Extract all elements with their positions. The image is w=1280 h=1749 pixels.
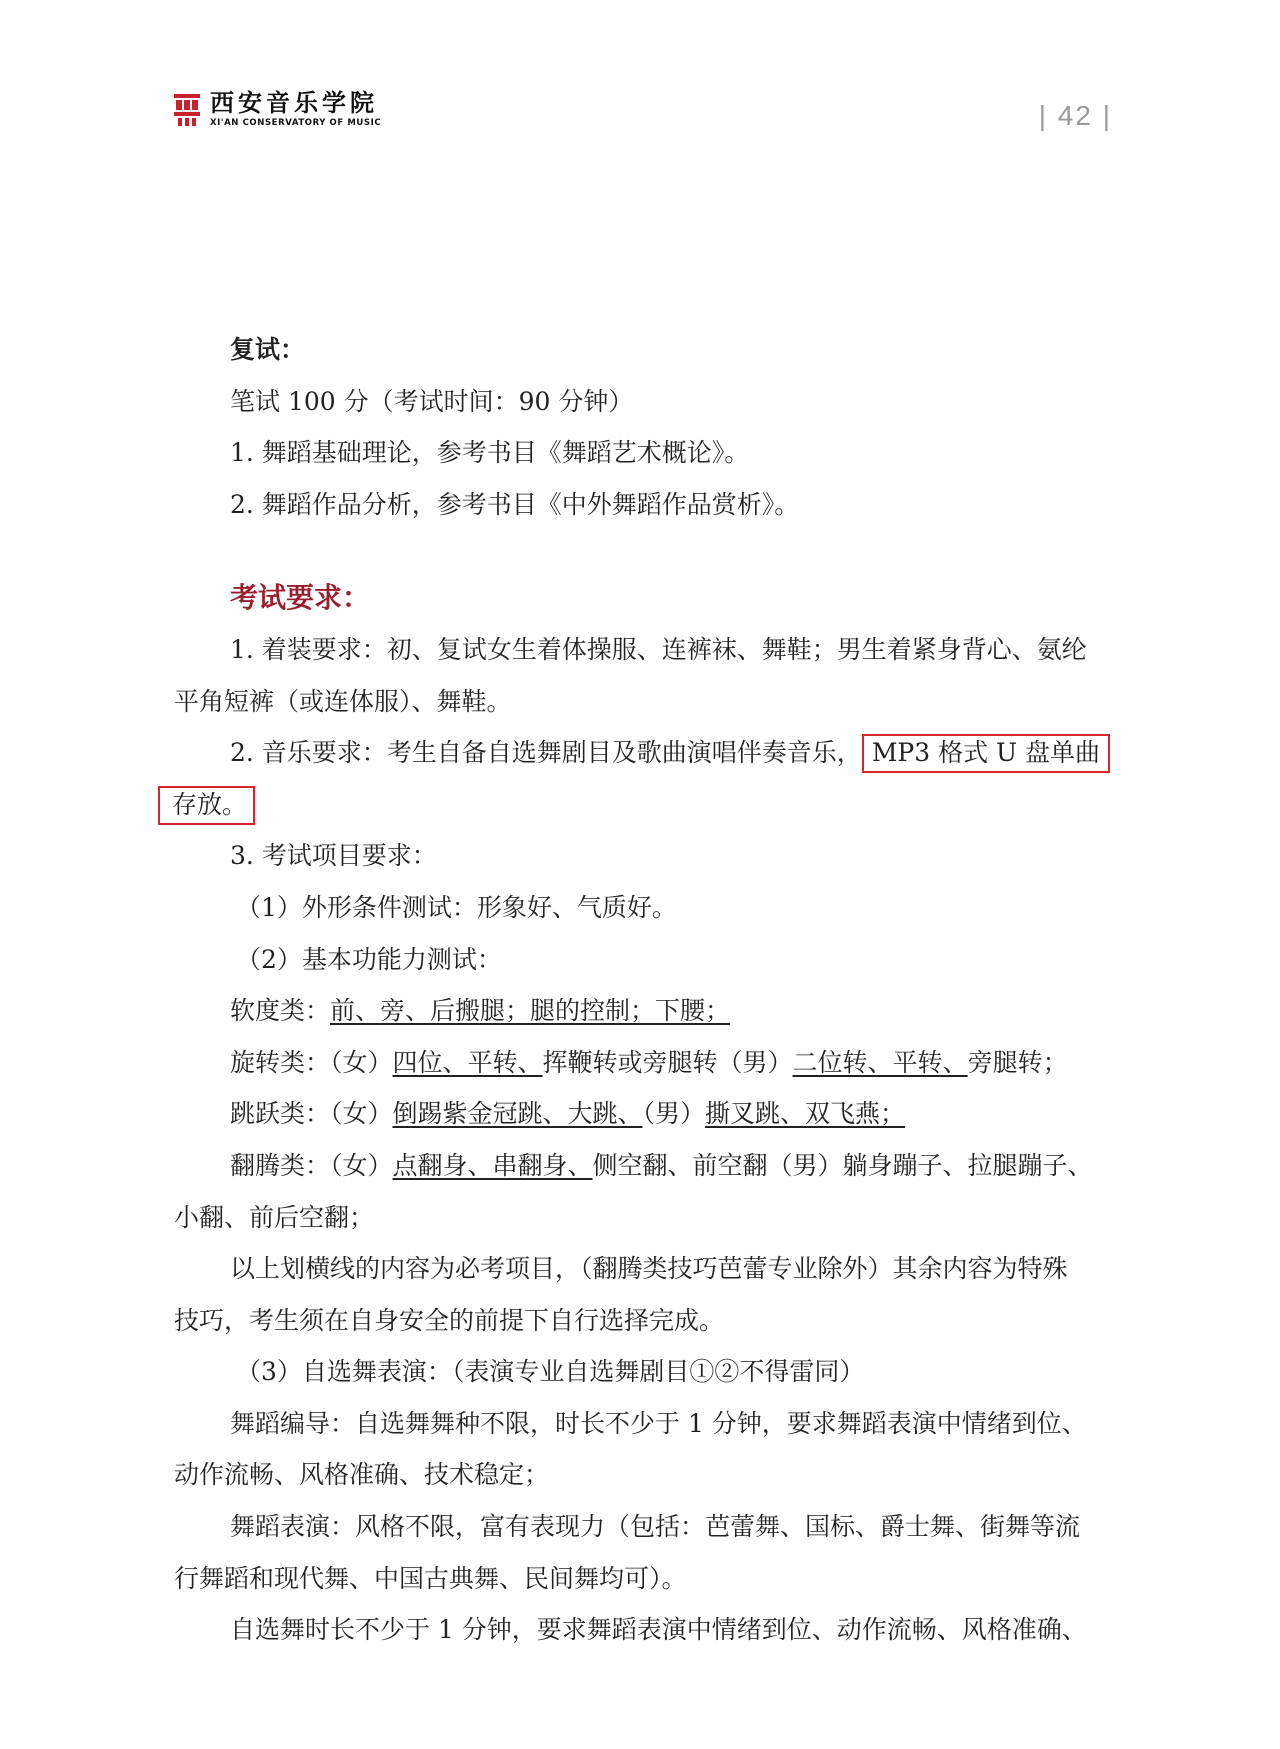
jump-required-female: 倒踢紫金冠跳、大跳、 [392, 1099, 643, 1129]
conservatory-logo-icon [172, 92, 202, 126]
spin-line [174, 1037, 1120, 1089]
flexibility-required: 前、旁、后搬腿；腿的控制；下腰； [330, 996, 731, 1026]
performance-line-2: 行舞蹈和现代舞、中国古典舞、民间舞均可）。 [174, 1563, 687, 1593]
tumbling-line-2: 小翻、前后空翻； [174, 1202, 375, 1232]
retest-item-1: 1. 舞蹈基础理论，参考书目《舞蹈艺术概论》。 [230, 438, 750, 468]
tumbling-line-1 [174, 1140, 1120, 1192]
self-selected-dance-heading: （3）自选舞表演：（表演专业自选舞剧目①②不得雷同） [236, 1357, 865, 1387]
requirements-heading: 考试要求： [230, 581, 371, 615]
basic-skills-test: （2）基本功能力测试： [236, 944, 502, 974]
jump-label: 跳跃类：（女） [230, 1099, 393, 1129]
duration-line: 自选舞时长不少于 1 分钟，要求舞蹈表演中情绪到位、动作流畅、风格准确、 [230, 1615, 1087, 1645]
choreography-line-2: 动作流畅、风格准确、技术稳定； [174, 1460, 550, 1490]
page-number: | 42 | [1038, 100, 1112, 131]
jump-line [174, 1088, 1120, 1140]
jump-required-male: 撕叉跳、双飞燕； [705, 1099, 906, 1129]
highlighted-format-text: MP3 格式 U 盘单曲 [862, 734, 1110, 773]
music-requirement-text: 2. 音乐要求：考生自备自选舞剧目及歌曲演唱伴奏音乐， [230, 738, 862, 768]
spin-end: 旁腿转； [967, 1047, 1068, 1077]
logo-chinese-name: 西安音乐学院 [210, 88, 378, 117]
note-line-2: 技巧，考生须在自身安全的前提下自行选择完成。 [174, 1305, 725, 1335]
logo-english-name: XI'AN CONSERVATORY OF MUSIC [210, 118, 382, 128]
spin-required-male: 二位转、平转、 [792, 1047, 968, 1077]
tumbling-label: 翻腾类：（女） [230, 1150, 393, 1180]
music-requirement-line-2 [174, 779, 1120, 831]
flexibility-line [174, 985, 1120, 1037]
appearance-test: （1）外形条件测试：形象好、气质好。 [236, 892, 677, 922]
exam-items-heading: 3. 考试项目要求： [230, 841, 437, 871]
tumbling-required: 点翻身、串翻身、 [392, 1150, 593, 1180]
tumbling-optional: 侧空翻、前空翻（男）躺身蹦子、拉腿蹦子、 [592, 1150, 1093, 1180]
retest-item-2: 2. 舞蹈作品分析，参考书目《中外舞蹈作品赏析》。 [230, 489, 800, 519]
highlighted-storage-text: 存放。 [158, 786, 255, 825]
music-requirement-line-1 [174, 727, 1120, 779]
section-spacer [174, 530, 1120, 572]
written-exam-line: 笔试 100 分（考试时间：90 分钟） [230, 386, 634, 416]
spin-optional: 挥鞭转或旁腿转（男） [542, 1047, 793, 1077]
spin-label: 旋转类：（女） [230, 1047, 393, 1077]
dress-requirement-line-1: 1. 着装要求：初、复试女生着体操服、连裤袜、舞鞋；男生着紧身背心、氨纶 [230, 634, 1087, 664]
page-body [174, 324, 1120, 1656]
performance-line-1: 舞蹈表演：风格不限，富有表现力（包括：芭蕾舞、国标、爵士舞、街舞等流 [230, 1512, 1081, 1542]
choreography-line-1: 舞蹈编导：自选舞舞种不限，时长不少于 1 分钟，要求舞蹈表演中情绪到位、 [230, 1408, 1087, 1438]
page-header [172, 90, 1132, 134]
jump-male-label: （男） [642, 1099, 706, 1129]
retest-heading: 复试： [230, 335, 306, 364]
note-line-1: 以上划横线的内容为必考项目，（翻腾类技巧芭蕾专业除外）其余内容为特殊 [230, 1254, 1068, 1284]
dress-requirement-line-2: 平角短裤（或连体服）、舞鞋。 [174, 686, 512, 716]
spin-required-female: 四位、平转、 [392, 1047, 543, 1077]
flexibility-label: 软度类： [230, 996, 331, 1026]
